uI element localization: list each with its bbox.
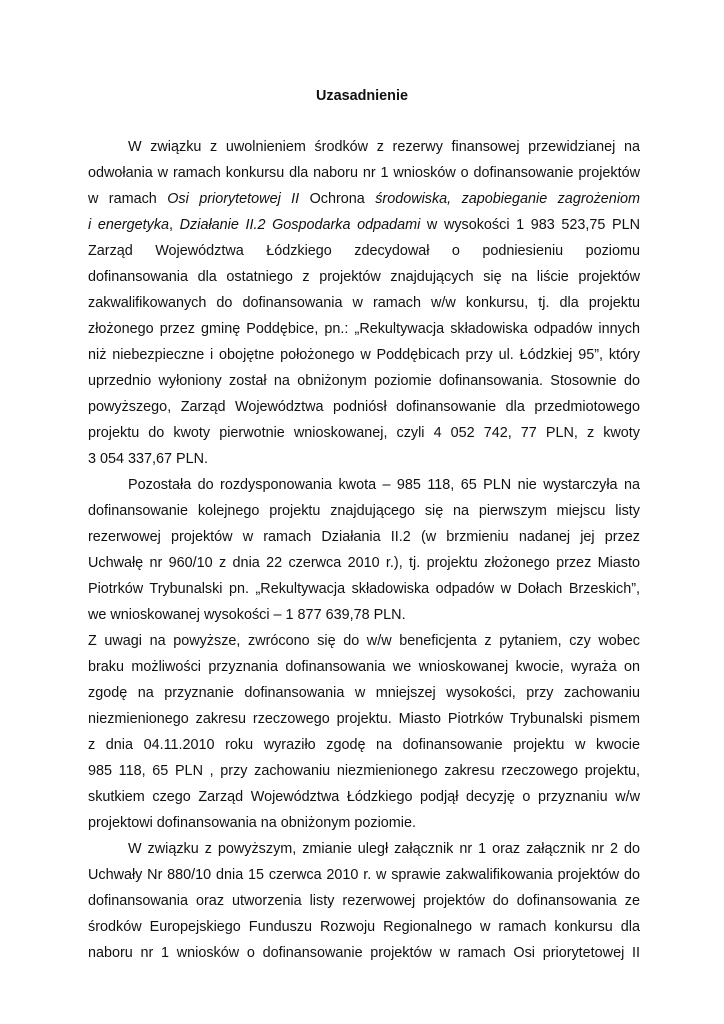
text-line	[88, 656, 640, 678]
text-segment: Pozostała do rozdysponowania kwota – 985 118, 65 PLN nie wystarczyła na	[128, 477, 640, 493]
text-segment: powyższego, Zarząd Województwa podniósł dofinansowanie dla przedmiotowego	[88, 399, 640, 415]
text-segment: W związku z uwolnieniem środków z rezerwy finansowej przewidzianej na	[128, 139, 640, 155]
text-segment: Uchwały Nr 880/10 dnia 15 czerwca 2010 r. w sprawie zakwalifikowania projektów do	[88, 867, 640, 883]
text-line	[88, 708, 640, 730]
text-segment: i energetyka	[88, 217, 170, 233]
text-line	[128, 136, 640, 158]
text-line	[88, 552, 640, 574]
text-segment: Zarząd Województwa Łódzkiego zdecydował o podniesieniu poziomu	[88, 243, 640, 259]
text-line	[88, 786, 640, 808]
text-segment: dofinansowania dla ostatniego z projektów znajdujących się na liście projektów	[88, 269, 640, 285]
text-line	[88, 942, 640, 964]
text-segment: naboru nr 1 wniosków o dofinansowanie projektów w ramach Osi priorytetowej II	[88, 945, 640, 961]
text-line	[88, 318, 640, 340]
text-segment: 985 118, 65 PLN , przy zachowaniu niezmienionego zakresu rzeczowego projektu,	[88, 763, 640, 779]
text-segment: Uchwałę nr 960/10 z dnia 22 czerwca 2010 r.), tj. projektu złożonego przez Miasto	[88, 555, 640, 571]
text-line	[88, 630, 640, 652]
text-segment: Z uwagi na powyższe, zwrócono się do w/w beneficjenta z pytaniem, czy wobec	[88, 633, 640, 649]
text-segment: skutkiem czego Zarząd Województwa Łódzkiego podjął decyzję o przyznaniu w/w	[88, 789, 640, 805]
text-segment: projektowi dofinansowania na obniżonym poziomie.	[88, 815, 416, 831]
text-line	[88, 578, 640, 600]
text-segment: odwołania w ramach konkursu dla naboru nr 1 wniosków o dofinansowanie projektów	[88, 165, 640, 181]
text-segment: z dnia 04.11.2010 roku wyraziło zgodę na dofinansowanie projektu w kwocie	[88, 737, 640, 753]
text-segment: we wnioskowanej wysokości – 1 877 639,78 PLN.	[88, 607, 406, 623]
text-line	[88, 864, 640, 886]
text-line	[88, 812, 640, 834]
text-line	[88, 240, 640, 262]
text-segment: dofinansowania oraz utworzenia listy rezerwowej projektów do dofinansowania ze	[88, 893, 640, 909]
text-segment: w wysokości 1 983 523,75 PLN	[420, 217, 641, 233]
text-segment: ,	[169, 217, 180, 233]
text-segment: 3 054 337,67 PLN.	[88, 451, 209, 467]
text-segment: niż niebezpieczne i obojętne położonego w Poddębicach przy ul. Łódzkiej 95”, który	[88, 347, 640, 363]
text-line	[88, 448, 640, 470]
text-line	[88, 916, 640, 938]
text-line	[88, 526, 640, 548]
text-segment: braku możliwości przyznania dofinansowania we wnioskowanej kwocie, wyraża on	[88, 659, 640, 675]
text-line	[88, 292, 640, 314]
text-line	[88, 604, 640, 626]
text-line	[88, 890, 640, 912]
text-segment: środków Europejskiego Funduszu Rozwoju Regionalnego w ramach konkursu dla	[88, 919, 640, 935]
text-segment: złożonego przez gminę Poddębice, pn.: „Rekultywacja składowiska odpadów innych	[88, 321, 640, 337]
text-segment: niezmienionego zakresu rzeczowego projektu. Miasto Piotrków Trybunalski pismem	[88, 711, 640, 727]
text-segment: zgodę na przyznanie dofinansowania w mniejszej wysokości, przy zachowaniu	[88, 685, 640, 701]
text-segment: w ramach	[88, 191, 168, 207]
text-line	[88, 162, 640, 184]
text-line	[88, 188, 640, 210]
text-segment: Piotrków Trybunalski pn. „Rekultywacja składowiska odpadów w Dołach Brzeskich”,	[88, 581, 640, 597]
document-title: Uzasadnienie	[316, 88, 408, 104]
text-line	[88, 682, 640, 704]
text-segment: Działanie II.2 Gospodarka odpadami	[179, 217, 421, 233]
text-line	[128, 474, 640, 496]
text-line	[88, 214, 640, 236]
text-segment: zakwalifikowanych do dofinansowania w ramach w/w konkursu, tj. dla projektu	[88, 295, 640, 311]
text-line	[88, 760, 640, 782]
text-segment: środowiska, zapobieganie zagrożeniom	[375, 191, 641, 207]
text-segment: Ochrona	[299, 191, 376, 207]
text-segment: dofinansowanie kolejnego projektu znajdującego się na pierwszym miejscu listy	[88, 503, 640, 519]
text-segment: rezerwowej projektów w ramach Działania II.2 (w brzmieniu nadanej jej przez	[88, 529, 640, 545]
text-line	[88, 500, 640, 522]
text-line	[88, 396, 640, 418]
text-line	[88, 422, 640, 444]
text-segment: Osi priorytetowej II	[167, 191, 300, 207]
text-segment: uprzednio wyłoniony został na obniżonym poziomie dofinansowania. Stosownie do	[88, 373, 640, 389]
text-line	[128, 838, 640, 860]
text-line	[88, 266, 640, 288]
text-line	[88, 344, 640, 366]
text-segment: W związku z powyższym, zmianie uległ załącznik nr 1 oraz załącznik nr 2 do	[128, 841, 640, 857]
text-segment: projektu do kwoty pierwotnie wnioskowanej, czyli 4 052 742, 77 PLN, z kwoty	[88, 425, 640, 441]
text-line	[88, 370, 640, 392]
text-line	[88, 734, 640, 756]
